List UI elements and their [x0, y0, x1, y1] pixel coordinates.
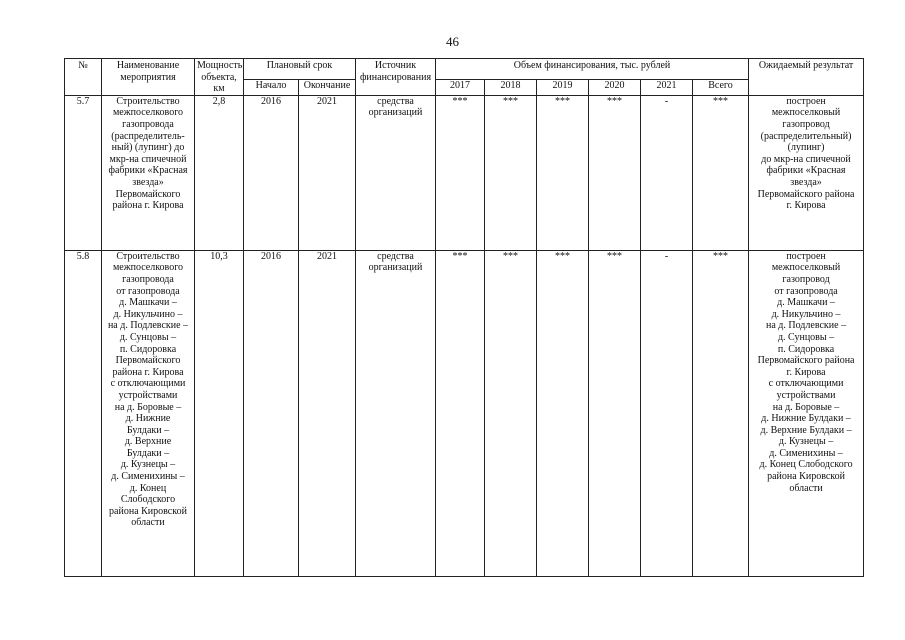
- row-source: средства организаций: [356, 250, 436, 576]
- row-capacity: 2,8: [195, 95, 244, 250]
- col-header-planned-term: Плановый срок: [244, 59, 356, 80]
- col-header-year-2018: 2018: [485, 80, 537, 96]
- row-end: 2021: [299, 95, 356, 250]
- row-start: 2016: [244, 250, 299, 576]
- row-start: 2016: [244, 95, 299, 250]
- row-value-total: ***: [693, 95, 749, 250]
- row-result: построен межпоселковый газопровод (распределительный) (лупинг) до мкр-на спичечной фабрики «Красная звезда» Первомайского района г. Кирова: [749, 95, 864, 250]
- table-row: [65, 95, 864, 250]
- col-header-source: Источник финансирования: [356, 59, 436, 96]
- row-result: построен межпоселковый газопровод от газопровода д. Машкачи – д. Никульчино – на д. Подлевские – д. Сунцовы – п. Сидоровка Первомайского района г. Кирова с отключающими устройствами на д. Боровые – д. Нижние Булдаки – д. Верхние Булдаки – д. Кузнецы – д. Сименихины – д. Конец Слободского района Кировской области: [749, 250, 864, 576]
- row-name: Строительство межпоселкового газопровода (распределитель- ный) (лупинг) до мкр-на спичечной фабрики «Красная звезда» Первомайского района г. Кирова: [102, 95, 195, 250]
- col-header-total: Всего: [693, 80, 749, 96]
- row-name: Строительство межпоселкового газопровода от газопровода д. Машкачи – д. Никульчино – на д. Подлевские – д. Сунцовы – п. Сидоровка Первомайского района г. Кирова с отключающими устройствами на д. Боровые – д. Нижние Булдаки – д. Верхние Булдаки – д. Кузнецы – д. Сименихины – д. Конец Слободского района Кировской области: [102, 250, 195, 576]
- row-value-2020: ***: [589, 250, 641, 576]
- row-num: 5.7: [65, 95, 102, 250]
- col-header-year-2017: 2017: [436, 80, 485, 96]
- col-header-year-2020: 2020: [589, 80, 641, 96]
- row-value-2017: ***: [436, 250, 485, 576]
- row-value-2018: ***: [485, 95, 537, 250]
- row-capacity: 10,3: [195, 250, 244, 576]
- col-header-name: Наименование мероприятия: [102, 59, 195, 96]
- row-value-2017: ***: [436, 95, 485, 250]
- row-num: 5.8: [65, 250, 102, 576]
- col-header-year-2019: 2019: [537, 80, 589, 96]
- row-source: средства организаций: [356, 95, 436, 250]
- page-number: 46: [446, 34, 459, 49]
- row-end: 2021: [299, 250, 356, 576]
- col-header-capacity: Мощность объекта, км: [195, 59, 244, 96]
- col-header-start: Начало: [244, 80, 299, 96]
- col-header-end: Окончание: [299, 80, 356, 96]
- row-value-2021: -: [641, 95, 693, 250]
- col-header-num: №: [65, 59, 102, 96]
- table-row: [65, 250, 864, 576]
- row-value-2021: -: [641, 250, 693, 576]
- row-value-total: ***: [693, 250, 749, 576]
- row-value-2019: ***: [537, 250, 589, 576]
- col-header-year-2021: 2021: [641, 80, 693, 96]
- row-value-2018: ***: [485, 250, 537, 576]
- col-header-financing: Объем финансирования, тыс. рублей: [436, 59, 749, 80]
- financing-table: [64, 58, 864, 577]
- row-value-2019: ***: [537, 95, 589, 250]
- row-value-2020: ***: [589, 95, 641, 250]
- col-header-result: Ожидаемый результат: [749, 59, 864, 96]
